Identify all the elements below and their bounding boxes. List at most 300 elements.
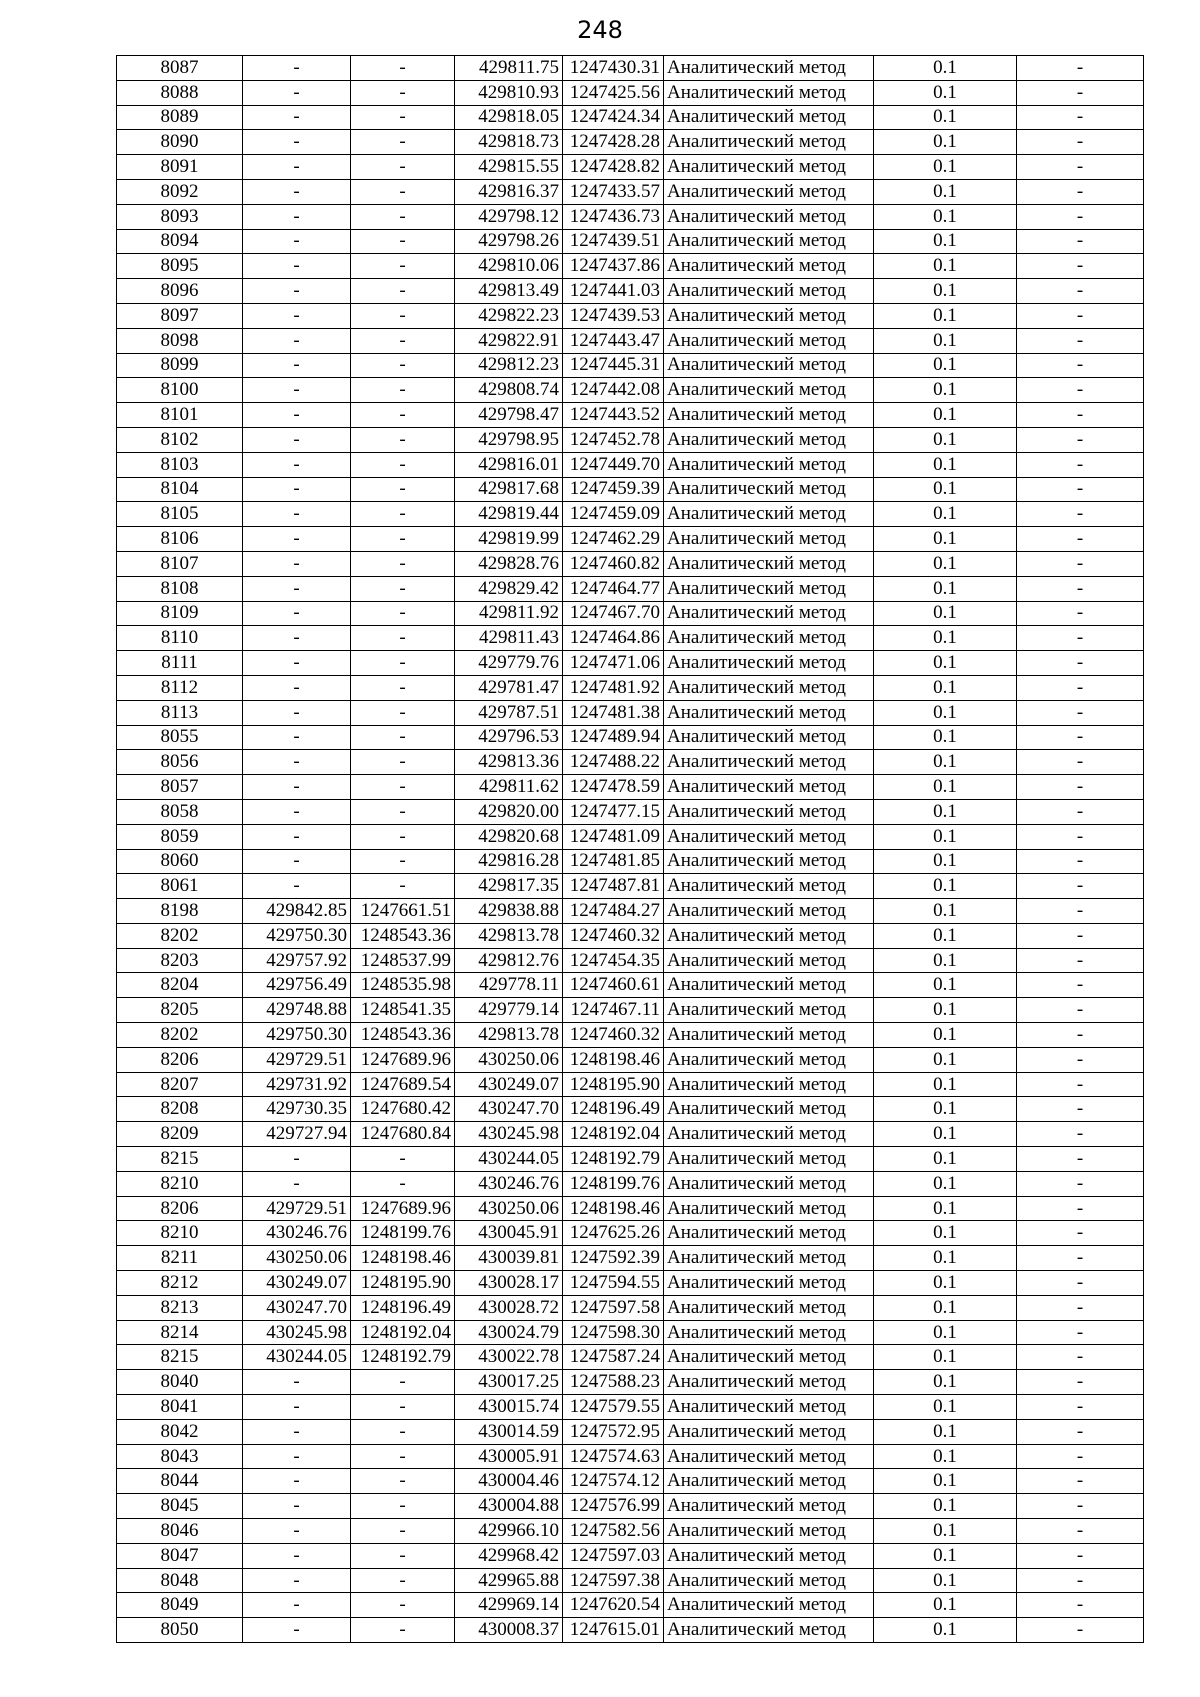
old-y-cell: - xyxy=(351,1568,455,1593)
accuracy-cell: 0.1 xyxy=(874,750,1017,775)
note-cell: - xyxy=(1017,1221,1144,1246)
accuracy-cell: 0.1 xyxy=(874,576,1017,601)
old-x-cell: - xyxy=(243,1618,351,1643)
new-x-cell: 429811.62 xyxy=(455,775,563,800)
old-y-cell: 1247689.96 xyxy=(351,1047,455,1072)
accuracy-cell: 0.1 xyxy=(874,204,1017,229)
point-id-cell: 8087 xyxy=(117,56,243,81)
old-y-cell: - xyxy=(351,502,455,527)
new-x-cell: 429798.12 xyxy=(455,204,563,229)
new-x-cell: 429812.76 xyxy=(455,948,563,973)
accuracy-cell: 0.1 xyxy=(874,1122,1017,1147)
accuracy-cell: 0.1 xyxy=(874,849,1017,874)
old-x-cell: - xyxy=(243,328,351,353)
new-x-cell: 429815.55 xyxy=(455,155,563,180)
point-id-cell: 8198 xyxy=(117,899,243,924)
accuracy-cell: 0.1 xyxy=(874,229,1017,254)
method-cell: Аналитический метод xyxy=(664,502,874,527)
new-y-cell: 1247471.06 xyxy=(563,651,664,676)
note-cell: - xyxy=(1017,155,1144,180)
new-y-cell: 1247477.15 xyxy=(563,799,664,824)
point-id-cell: 8206 xyxy=(117,1196,243,1221)
old-x-cell: - xyxy=(243,1171,351,1196)
new-x-cell: 429812.23 xyxy=(455,353,563,378)
note-cell: - xyxy=(1017,1469,1144,1494)
old-x-cell: 430246.76 xyxy=(243,1221,351,1246)
table-body xyxy=(117,56,1144,1643)
accuracy-cell: 0.1 xyxy=(874,1320,1017,1345)
point-id-cell: 8215 xyxy=(117,1345,243,1370)
method-cell: Аналитический метод xyxy=(664,1568,874,1593)
table-row xyxy=(117,551,1144,576)
point-id-cell: 8208 xyxy=(117,1097,243,1122)
note-cell: - xyxy=(1017,1295,1144,1320)
method-cell: Аналитический метод xyxy=(664,1171,874,1196)
new-y-cell: 1247467.70 xyxy=(563,601,664,626)
new-x-cell: 429828.76 xyxy=(455,551,563,576)
new-x-cell: 430017.25 xyxy=(455,1370,563,1395)
old-y-cell: - xyxy=(351,1469,455,1494)
point-id-cell: 8215 xyxy=(117,1147,243,1172)
new-x-cell: 429820.00 xyxy=(455,799,563,824)
table-row xyxy=(117,1122,1144,1147)
note-cell: - xyxy=(1017,973,1144,998)
new-x-cell: 429811.43 xyxy=(455,626,563,651)
new-y-cell: 1247594.55 xyxy=(563,1271,664,1296)
point-id-cell: 8205 xyxy=(117,998,243,1023)
table-row xyxy=(117,378,1144,403)
note-cell: - xyxy=(1017,551,1144,576)
method-cell: Аналитический метод xyxy=(664,353,874,378)
method-cell: Аналитический метод xyxy=(664,1271,874,1296)
note-cell: - xyxy=(1017,477,1144,502)
new-x-cell: 430250.06 xyxy=(455,1047,563,1072)
new-x-cell: 429813.36 xyxy=(455,750,563,775)
new-y-cell: 1247574.63 xyxy=(563,1444,664,1469)
accuracy-cell: 0.1 xyxy=(874,403,1017,428)
old-y-cell: 1248199.76 xyxy=(351,1221,455,1246)
new-y-cell: 1247428.82 xyxy=(563,155,664,180)
table-row xyxy=(117,1444,1144,1469)
method-cell: Аналитический метод xyxy=(664,527,874,552)
new-y-cell: 1247454.35 xyxy=(563,948,664,973)
old-x-cell: - xyxy=(243,452,351,477)
method-cell: Аналитический метод xyxy=(664,849,874,874)
old-x-cell: - xyxy=(243,254,351,279)
new-y-cell: 1247439.53 xyxy=(563,303,664,328)
accuracy-cell: 0.1 xyxy=(874,1023,1017,1048)
new-y-cell: 1247487.81 xyxy=(563,874,664,899)
method-cell: Аналитический метод xyxy=(664,1047,874,1072)
new-y-cell: 1247625.26 xyxy=(563,1221,664,1246)
accuracy-cell: 0.1 xyxy=(874,155,1017,180)
point-id-cell: 8091 xyxy=(117,155,243,180)
new-y-cell: 1247592.39 xyxy=(563,1246,664,1271)
method-cell: Аналитический метод xyxy=(664,899,874,924)
new-y-cell: 1247464.86 xyxy=(563,626,664,651)
table-row xyxy=(117,254,1144,279)
method-cell: Аналитический метод xyxy=(664,998,874,1023)
method-cell: Аналитический метод xyxy=(664,1543,874,1568)
old-x-cell: 429748.88 xyxy=(243,998,351,1023)
old-y-cell: 1248543.36 xyxy=(351,923,455,948)
old-x-cell: 429750.30 xyxy=(243,1023,351,1048)
table-row xyxy=(117,576,1144,601)
old-x-cell: - xyxy=(243,651,351,676)
method-cell: Аналитический метод xyxy=(664,775,874,800)
note-cell: - xyxy=(1017,427,1144,452)
old-y-cell: - xyxy=(351,179,455,204)
method-cell: Аналитический метод xyxy=(664,1370,874,1395)
note-cell: - xyxy=(1017,130,1144,155)
table-row xyxy=(117,477,1144,502)
method-cell: Аналитический метод xyxy=(664,700,874,725)
table-row xyxy=(117,229,1144,254)
point-id-cell: 8213 xyxy=(117,1295,243,1320)
new-y-cell: 1247433.57 xyxy=(563,179,664,204)
new-y-cell: 1247460.32 xyxy=(563,1023,664,1048)
accuracy-cell: 0.1 xyxy=(874,1196,1017,1221)
new-y-cell: 1247424.34 xyxy=(563,105,664,130)
point-id-cell: 8204 xyxy=(117,973,243,998)
new-x-cell: 429798.26 xyxy=(455,229,563,254)
old-x-cell: 429757.92 xyxy=(243,948,351,973)
point-id-cell: 8209 xyxy=(117,1122,243,1147)
old-x-cell: - xyxy=(243,403,351,428)
new-y-cell: 1247481.85 xyxy=(563,849,664,874)
accuracy-cell: 0.1 xyxy=(874,1469,1017,1494)
old-y-cell: - xyxy=(351,204,455,229)
note-cell: - xyxy=(1017,1072,1144,1097)
table-row xyxy=(117,105,1144,130)
new-y-cell: 1247467.11 xyxy=(563,998,664,1023)
method-cell: Аналитический метод xyxy=(664,452,874,477)
method-cell: Аналитический метод xyxy=(664,1023,874,1048)
old-y-cell: - xyxy=(351,80,455,105)
table-row xyxy=(117,1469,1144,1494)
old-y-cell: - xyxy=(351,378,455,403)
method-cell: Аналитический метод xyxy=(664,799,874,824)
point-id-cell: 8100 xyxy=(117,378,243,403)
point-id-cell: 8088 xyxy=(117,80,243,105)
table-row xyxy=(117,849,1144,874)
old-y-cell: - xyxy=(351,1519,455,1544)
table-row xyxy=(117,56,1144,81)
method-cell: Аналитический метод xyxy=(664,1444,874,1469)
method-cell: Аналитический метод xyxy=(664,1494,874,1519)
point-id-cell: 8206 xyxy=(117,1047,243,1072)
table-row xyxy=(117,204,1144,229)
method-cell: Аналитический метод xyxy=(664,1097,874,1122)
new-x-cell: 429813.78 xyxy=(455,1023,563,1048)
point-id-cell: 8043 xyxy=(117,1444,243,1469)
old-x-cell: 430247.70 xyxy=(243,1295,351,1320)
method-cell: Аналитический метод xyxy=(664,750,874,775)
method-cell: Аналитический метод xyxy=(664,427,874,452)
new-y-cell: 1247588.23 xyxy=(563,1370,664,1395)
old-y-cell: - xyxy=(351,874,455,899)
accuracy-cell: 0.1 xyxy=(874,1295,1017,1320)
old-x-cell: 429756.49 xyxy=(243,973,351,998)
new-x-cell: 429810.06 xyxy=(455,254,563,279)
point-id-cell: 8210 xyxy=(117,1171,243,1196)
point-id-cell: 8095 xyxy=(117,254,243,279)
note-cell: - xyxy=(1017,229,1144,254)
method-cell: Аналитический метод xyxy=(664,874,874,899)
new-y-cell: 1247460.32 xyxy=(563,923,664,948)
new-y-cell: 1247439.51 xyxy=(563,229,664,254)
new-y-cell: 1247576.99 xyxy=(563,1494,664,1519)
old-y-cell: 1247689.96 xyxy=(351,1196,455,1221)
old-x-cell: - xyxy=(243,1147,351,1172)
new-y-cell: 1247598.30 xyxy=(563,1320,664,1345)
point-id-cell: 8097 xyxy=(117,303,243,328)
method-cell: Аналитический метод xyxy=(664,1122,874,1147)
table-row xyxy=(117,1370,1144,1395)
accuracy-cell: 0.1 xyxy=(874,353,1017,378)
new-x-cell: 429822.91 xyxy=(455,328,563,353)
note-cell: - xyxy=(1017,700,1144,725)
new-x-cell: 429810.93 xyxy=(455,80,563,105)
accuracy-cell: 0.1 xyxy=(874,824,1017,849)
accuracy-cell: 0.1 xyxy=(874,551,1017,576)
new-y-cell: 1247615.01 xyxy=(563,1618,664,1643)
new-x-cell: 429781.47 xyxy=(455,675,563,700)
method-cell: Аналитический метод xyxy=(664,1345,874,1370)
accuracy-cell: 0.1 xyxy=(874,1047,1017,1072)
point-id-cell: 8104 xyxy=(117,477,243,502)
new-x-cell: 430004.88 xyxy=(455,1494,563,1519)
method-cell: Аналитический метод xyxy=(664,1519,874,1544)
new-y-cell: 1247481.38 xyxy=(563,700,664,725)
old-x-cell: - xyxy=(243,551,351,576)
point-id-cell: 8101 xyxy=(117,403,243,428)
new-x-cell: 429818.05 xyxy=(455,105,563,130)
new-x-cell: 429817.68 xyxy=(455,477,563,502)
method-cell: Аналитический метод xyxy=(664,948,874,973)
method-cell: Аналитический метод xyxy=(664,229,874,254)
table-row xyxy=(117,179,1144,204)
new-x-cell: 430014.59 xyxy=(455,1419,563,1444)
point-id-cell: 8108 xyxy=(117,576,243,601)
note-cell: - xyxy=(1017,1543,1144,1568)
accuracy-cell: 0.1 xyxy=(874,105,1017,130)
coordinates-table xyxy=(116,55,1144,1643)
method-cell: Аналитический метод xyxy=(664,56,874,81)
table-row xyxy=(117,750,1144,775)
method-cell: Аналитический метод xyxy=(664,403,874,428)
point-id-cell: 8059 xyxy=(117,824,243,849)
new-y-cell: 1247462.29 xyxy=(563,527,664,552)
old-y-cell: - xyxy=(351,824,455,849)
accuracy-cell: 0.1 xyxy=(874,725,1017,750)
accuracy-cell: 0.1 xyxy=(874,1395,1017,1420)
table-row xyxy=(117,1320,1144,1345)
table-row xyxy=(117,502,1144,527)
point-id-cell: 8103 xyxy=(117,452,243,477)
accuracy-cell: 0.1 xyxy=(874,675,1017,700)
old-x-cell: - xyxy=(243,378,351,403)
new-y-cell: 1247442.08 xyxy=(563,378,664,403)
old-y-cell: - xyxy=(351,155,455,180)
new-x-cell: 429816.01 xyxy=(455,452,563,477)
accuracy-cell: 0.1 xyxy=(874,1147,1017,1172)
old-x-cell: 429729.51 xyxy=(243,1196,351,1221)
point-id-cell: 8113 xyxy=(117,700,243,725)
old-x-cell: - xyxy=(243,1469,351,1494)
table-row xyxy=(117,1097,1144,1122)
point-id-cell: 8089 xyxy=(117,105,243,130)
new-x-cell: 429811.92 xyxy=(455,601,563,626)
old-x-cell: - xyxy=(243,775,351,800)
note-cell: - xyxy=(1017,328,1144,353)
table-row xyxy=(117,1171,1144,1196)
old-y-cell: 1248192.79 xyxy=(351,1345,455,1370)
method-cell: Аналитический метод xyxy=(664,675,874,700)
method-cell: Аналитический метод xyxy=(664,204,874,229)
accuracy-cell: 0.1 xyxy=(874,56,1017,81)
accuracy-cell: 0.1 xyxy=(874,948,1017,973)
point-id-cell: 8090 xyxy=(117,130,243,155)
old-y-cell: - xyxy=(351,1543,455,1568)
note-cell: - xyxy=(1017,1395,1144,1420)
method-cell: Аналитический метод xyxy=(664,1196,874,1221)
table-row xyxy=(117,1221,1144,1246)
table-row xyxy=(117,675,1144,700)
note-cell: - xyxy=(1017,1568,1144,1593)
accuracy-cell: 0.1 xyxy=(874,998,1017,1023)
old-x-cell: 430245.98 xyxy=(243,1320,351,1345)
new-x-cell: 430250.06 xyxy=(455,1196,563,1221)
new-x-cell: 430008.37 xyxy=(455,1618,563,1643)
new-y-cell: 1248198.46 xyxy=(563,1196,664,1221)
new-y-cell: 1247572.95 xyxy=(563,1419,664,1444)
old-y-cell: - xyxy=(351,477,455,502)
old-y-cell: 1247680.84 xyxy=(351,1122,455,1147)
method-cell: Аналитический метод xyxy=(664,725,874,750)
accuracy-cell: 0.1 xyxy=(874,452,1017,477)
table-row xyxy=(117,403,1144,428)
point-id-cell: 8109 xyxy=(117,601,243,626)
new-x-cell: 429968.42 xyxy=(455,1543,563,1568)
note-cell: - xyxy=(1017,799,1144,824)
method-cell: Аналитический метод xyxy=(664,551,874,576)
old-y-cell: - xyxy=(351,403,455,428)
old-x-cell: - xyxy=(243,1519,351,1544)
point-id-cell: 8211 xyxy=(117,1246,243,1271)
accuracy-cell: 0.1 xyxy=(874,1097,1017,1122)
method-cell: Аналитический метод xyxy=(664,1246,874,1271)
note-cell: - xyxy=(1017,204,1144,229)
note-cell: - xyxy=(1017,1494,1144,1519)
table-row xyxy=(117,1494,1144,1519)
old-x-cell: 429731.92 xyxy=(243,1072,351,1097)
old-x-cell: - xyxy=(243,105,351,130)
point-id-cell: 8046 xyxy=(117,1519,243,1544)
table-row xyxy=(117,700,1144,725)
point-id-cell: 8049 xyxy=(117,1593,243,1618)
table-row xyxy=(117,427,1144,452)
note-cell: - xyxy=(1017,80,1144,105)
old-x-cell: 429729.51 xyxy=(243,1047,351,1072)
note-cell: - xyxy=(1017,1196,1144,1221)
new-x-cell: 429838.88 xyxy=(455,899,563,924)
new-x-cell: 429816.28 xyxy=(455,849,563,874)
method-cell: Аналитический метод xyxy=(664,105,874,130)
table-row xyxy=(117,1618,1144,1643)
point-id-cell: 8092 xyxy=(117,179,243,204)
new-y-cell: 1247481.92 xyxy=(563,675,664,700)
accuracy-cell: 0.1 xyxy=(874,923,1017,948)
accuracy-cell: 0.1 xyxy=(874,1444,1017,1469)
old-x-cell: - xyxy=(243,303,351,328)
new-y-cell: 1247597.03 xyxy=(563,1543,664,1568)
old-y-cell: - xyxy=(351,254,455,279)
old-y-cell: 1248192.04 xyxy=(351,1320,455,1345)
method-cell: Аналитический метод xyxy=(664,1395,874,1420)
method-cell: Аналитический метод xyxy=(664,973,874,998)
note-cell: - xyxy=(1017,105,1144,130)
new-y-cell: 1247484.27 xyxy=(563,899,664,924)
accuracy-cell: 0.1 xyxy=(874,477,1017,502)
table-row xyxy=(117,899,1144,924)
method-cell: Аналитический метод xyxy=(664,923,874,948)
old-y-cell: - xyxy=(351,1171,455,1196)
point-id-cell: 8102 xyxy=(117,427,243,452)
new-x-cell: 429822.23 xyxy=(455,303,563,328)
note-cell: - xyxy=(1017,254,1144,279)
old-x-cell: - xyxy=(243,229,351,254)
method-cell: Аналитический метод xyxy=(664,254,874,279)
method-cell: Аналитический метод xyxy=(664,1072,874,1097)
old-y-cell: - xyxy=(351,452,455,477)
old-x-cell: - xyxy=(243,1444,351,1469)
note-cell: - xyxy=(1017,775,1144,800)
point-id-cell: 8107 xyxy=(117,551,243,576)
new-y-cell: 1247488.22 xyxy=(563,750,664,775)
new-x-cell: 430028.17 xyxy=(455,1271,563,1296)
point-id-cell: 8112 xyxy=(117,675,243,700)
accuracy-cell: 0.1 xyxy=(874,601,1017,626)
accuracy-cell: 0.1 xyxy=(874,254,1017,279)
accuracy-cell: 0.1 xyxy=(874,1246,1017,1271)
point-id-cell: 8041 xyxy=(117,1395,243,1420)
old-x-cell: - xyxy=(243,502,351,527)
accuracy-cell: 0.1 xyxy=(874,626,1017,651)
point-id-cell: 8093 xyxy=(117,204,243,229)
table-row xyxy=(117,998,1144,1023)
table-row xyxy=(117,824,1144,849)
old-x-cell: - xyxy=(243,725,351,750)
new-y-cell: 1247597.58 xyxy=(563,1295,664,1320)
old-y-cell: - xyxy=(351,1147,455,1172)
table-row xyxy=(117,328,1144,353)
table-row xyxy=(117,601,1144,626)
method-cell: Аналитический метод xyxy=(664,1320,874,1345)
note-cell: - xyxy=(1017,378,1144,403)
old-y-cell: - xyxy=(351,427,455,452)
old-x-cell: - xyxy=(243,56,351,81)
new-x-cell: 429817.35 xyxy=(455,874,563,899)
note-cell: - xyxy=(1017,601,1144,626)
point-id-cell: 8212 xyxy=(117,1271,243,1296)
new-x-cell: 430045.91 xyxy=(455,1221,563,1246)
point-id-cell: 8057 xyxy=(117,775,243,800)
note-cell: - xyxy=(1017,948,1144,973)
accuracy-cell: 0.1 xyxy=(874,973,1017,998)
old-x-cell: 430250.06 xyxy=(243,1246,351,1271)
method-cell: Аналитический метод xyxy=(664,1295,874,1320)
